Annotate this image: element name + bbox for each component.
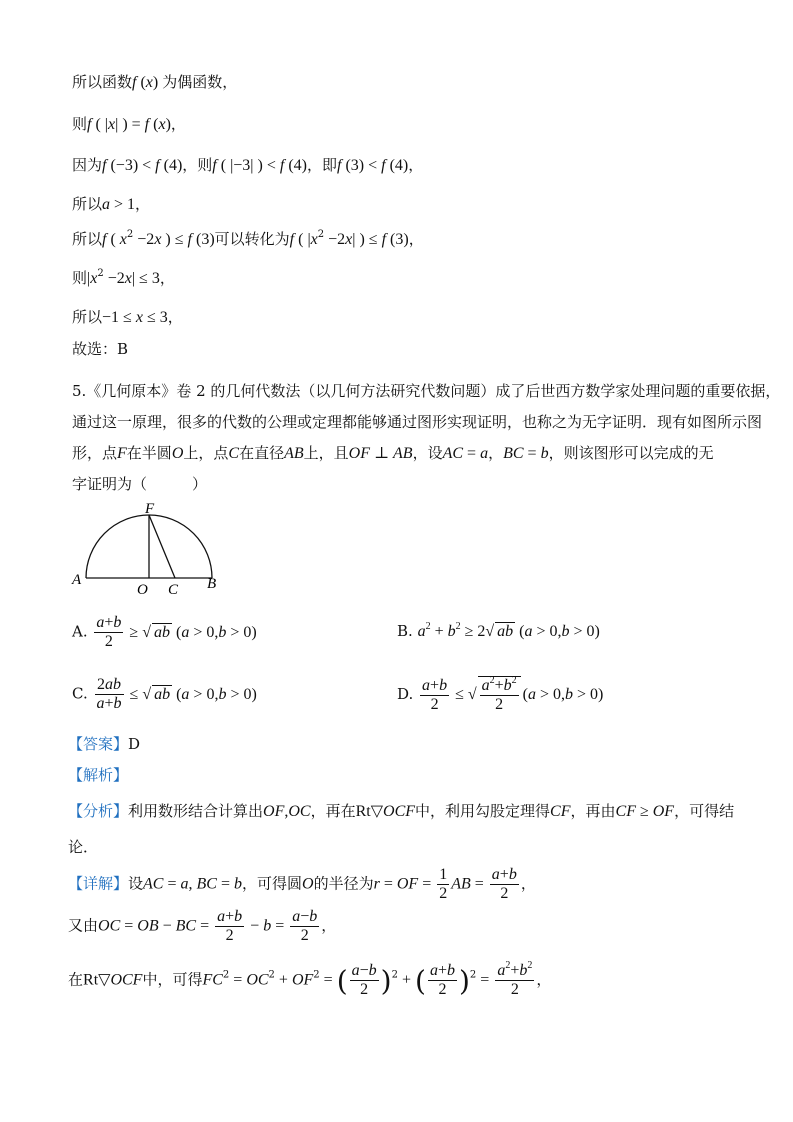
semicircle-figure	[68, 500, 238, 600]
xiangjie-line-2: 又由OC = OB − BC = $\frac{a+b}{2}$ − b = $\frac{a-b}{2}$ ，	[68, 908, 337, 944]
answer-tag: 【答案】	[68, 735, 129, 753]
solution-line-even-function: 所以函数f (x) 为偶函数，	[72, 73, 238, 91]
option-b-label: B.	[397, 622, 413, 640]
option-a: A. $\frac{a+b}{2}$ ≥ √ ab (a > 0,b > 0)	[72, 614, 257, 650]
xiangjie-line-3: 在Rt▽OCF中，可得$FC^2 = OC^2 + OF^2$ = ( $\frac{a-b}{2}$ )$^2$ + ( $\frac{a+b}{2}$ )$^2$ = $\frac{a^2+b^2}{2}$ ，	[68, 960, 552, 998]
solution-line-inequality: 则$|x^2 -2x| \le 3$，	[72, 268, 175, 287]
option-d-fraction: $\frac{a+b}{2}$	[422, 676, 448, 713]
label-b: B	[207, 576, 217, 592]
label-o: O	[137, 582, 148, 598]
answer-line	[68, 734, 140, 754]
solution-line-choice: 故选：B	[72, 340, 129, 358]
option-d-label: D.	[397, 685, 414, 703]
solution-line-range: 所以−1 ≤ x ≤ 3，	[72, 308, 183, 326]
solution-line-transform: 所以f ( $x^2 -2x$ ) ≤ f (3)可以转化为f ( $|x^2 -2x|$ ) ≤ f (3)，	[72, 229, 424, 248]
label-f: F	[145, 501, 155, 517]
option-d: D. $\frac{a+b}{2}$ ≤ √ $\frac{a^2+b^2}{2}$ (a > 0,b > 0)	[397, 675, 604, 713]
option-a-fraction: $\frac{a+b}{2}$	[96, 614, 122, 650]
question-text-line-1: 5.《几何原本》卷 2 的几何代数法（以几何方法研究代数问题）成了后世西方数学家处理问题的重要依据，	[72, 382, 781, 400]
answer-value: D	[128, 735, 141, 753]
option-c-fraction: $\frac{2ab}{a+b}$	[96, 676, 122, 712]
solution-line-a-gt-1: 所以a > 1，	[72, 195, 151, 213]
fenxi-line-1: 【分析】利用数形结合计算出OF,OC，再在Rt▽OCF中，利用勾股定理得CF，再由CF ≥ OF，可得结	[68, 802, 735, 820]
option-b: B. $a^2 + b^2 \ge 2√$ ab (a > 0,b > 0)	[397, 621, 600, 640]
option-a-label: A.	[72, 622, 88, 641]
solution-line-compare: 因为f (−3) < f (4)，则f ( |−3| ) < f (4)，即f (3) < f (4)，	[72, 156, 424, 174]
question-text-line-4: 字证明为（ ）	[72, 475, 208, 493]
question-text-line-2: 通过这一原理，很多的代数的公理或定理都能够通过图形实现证明，也称之为无字证明．现有如图所示图	[72, 413, 763, 431]
solution-line-abs-equal: 则f ( |x| ) = f (x)，	[72, 115, 186, 133]
option-c-label: C.	[72, 684, 88, 703]
fenxi-line-2: 论．	[68, 838, 99, 856]
segment-fc	[149, 515, 175, 578]
label-c: C	[168, 582, 179, 598]
label-a: A	[72, 572, 82, 588]
analysis-tag: 【解析】	[68, 766, 129, 784]
option-c: C. $\frac{2ab}{a+b}$ ≤ √ ab (a > 0,b > 0)	[72, 676, 257, 712]
question-text-line-3: 形，点F在半圆O上，点C在直径AB上，且OF ⊥ AB，设AC = a，BC = b，则该图形可以完成的无	[72, 444, 714, 462]
option-d-sqrt-fraction: $\frac{a^2+b^2}{2}$	[478, 676, 521, 714]
xiangjie-line-1: 【详解】设AC = a, BC = b，可得圆O的半径为r = OF = $\frac{1}{2}$ AB = $\frac{a+b}{2}$ ，	[68, 866, 536, 902]
